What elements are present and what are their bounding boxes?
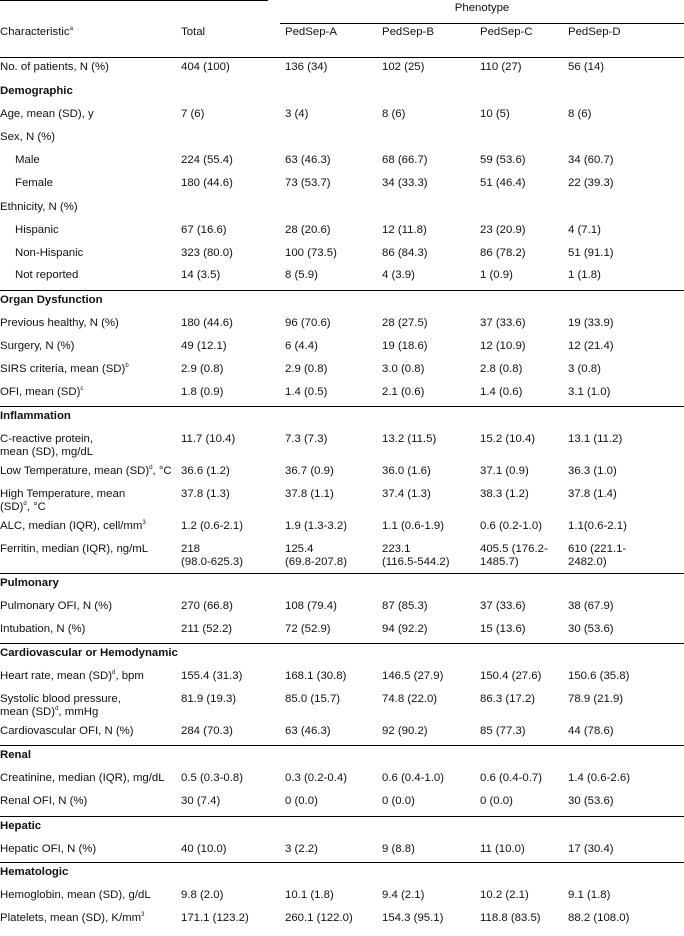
header-pedsep-d: PedSep-D (568, 26, 621, 38)
header-rule (0, 57, 684, 58)
cell-pedsep-a: 100 (73.5) (285, 247, 337, 259)
section-title: Demographic (0, 85, 73, 97)
cell-pedsep-a: 63 (46.3) (285, 725, 331, 737)
header-pedsep-c: PedSep-C (480, 26, 533, 38)
phenotype-header: Phenotype (454, 2, 510, 14)
cell-pedsep-a: 1.9 (1.3-3.2) (285, 520, 348, 532)
cell-total: 81.9 (19.3) (181, 693, 237, 705)
cell-pedsep-b: 9 (8.8) (382, 843, 415, 855)
cell-pedsep-c: 15.2 (10.4) (480, 433, 536, 445)
cell-pedsep-a: 96 (70.6) (285, 317, 331, 329)
cell-total: 7 (6) (181, 108, 205, 120)
cell-pedsep-d: 17 (30.4) (568, 843, 614, 855)
row-label: Age, mean (SD), y (0, 108, 94, 120)
section-rule (0, 290, 684, 291)
row-label: C-reactive protein, mean (SD), mg/dL (0, 433, 94, 458)
cell-pedsep-d: 38 (67.9) (568, 600, 614, 612)
cell-pedsep-a: 136 (34) (285, 61, 328, 73)
cell-pedsep-d: 12 (21.4) (568, 340, 614, 352)
row-label: Heart rate, mean (SD)$^d$, bpm (0, 670, 144, 682)
cell-pedsep-c: 0.6 (0.2-1.0) (480, 520, 543, 532)
section-title: Hepatic (0, 820, 42, 832)
cell-pedsep-c: 405.5 (176.2- 1485.7) (480, 543, 548, 568)
cell-total: 171.1 (123.2) (181, 912, 249, 924)
row-label: Cardiovascular OFI, N (%) (0, 725, 134, 737)
row-label: No. of patients, N (%) (0, 61, 109, 73)
cell-pedsep-b: 19 (18.6) (382, 340, 428, 352)
cell-pedsep-b: 0.6 (0.4-1.0) (382, 772, 445, 784)
cell-pedsep-d: 1 (1.8) (568, 269, 601, 281)
cell-pedsep-b: 1.1 (0.6-1.9) (382, 520, 445, 532)
cell-pedsep-c: 2.8 (0.8) (480, 363, 523, 375)
cell-pedsep-b: 12 (11.8) (382, 224, 427, 236)
cell-pedsep-b: 34 (33.3) (382, 177, 428, 189)
cell-total: 40 (10.0) (181, 843, 227, 855)
row-label: Platelets, mean (SD), $K/mm^3$ (0, 912, 145, 924)
cell-pedsep-c: 110 (27) (480, 61, 522, 73)
cell-total: 2.9 (0.8) (181, 363, 224, 375)
row-label: Pulmonary OFI, N (%) (0, 600, 113, 612)
row-label: High Temperature, mean (SD)$^d$, °C (0, 488, 126, 513)
cell-pedsep-c: 0.6 (0.4-0.7) (480, 772, 543, 784)
section-rule (0, 406, 684, 407)
cell-pedsep-a: 63 (46.3) (285, 154, 331, 166)
cell-pedsep-a: 72 (52.9) (285, 623, 331, 635)
cell-total: 270 (66.8) (181, 600, 233, 612)
row-label: Previous healthy, N (%) (0, 317, 119, 329)
section-rule (0, 816, 684, 817)
header-characteristic: Characteristic$^a$ (0, 26, 73, 38)
cell-pedsep-d: 88.2 (108.0) (568, 912, 630, 924)
cell-total: 284 (70.3) (181, 725, 233, 737)
cell-pedsep-a: 108 (79.4) (285, 600, 337, 612)
cell-total: 404 (100) (181, 61, 230, 73)
cell-pedsep-c: 12 (10.9) (480, 340, 526, 352)
section-title: Renal (0, 749, 32, 761)
cell-total: 155.4 (31.3) (181, 670, 243, 682)
cell-total: 218 (98.0-625.3) (181, 543, 244, 568)
cell-pedsep-a: 3 (2.2) (285, 843, 318, 855)
cell-pedsep-a: 260.1 (122.0) (285, 912, 353, 924)
cell-total: 14 (3.5) (181, 269, 221, 281)
cell-pedsep-c: 10 (5) (480, 108, 510, 120)
top-rule (0, 0, 268, 1)
cell-pedsep-b: 86 (84.3) (382, 247, 428, 259)
row-label: Hemoglobin, mean (SD), g/dL (0, 889, 151, 901)
row-label: ALC, median (IQR), cell/$mm^3$ (0, 520, 146, 532)
cell-pedsep-d: 9.1 (1.8) (568, 889, 611, 901)
cell-pedsep-d: 22 (39.3) (568, 177, 614, 189)
cell-pedsep-b: 37.4 (1.3) (382, 488, 431, 500)
cell-pedsep-c: 150.4 (27.6) (480, 670, 542, 682)
cell-pedsep-d: 30 (53.6) (568, 795, 614, 807)
cell-pedsep-c: 59 (53.6) (480, 154, 526, 166)
row-label: OFI, mean (SD)$^c$ (0, 386, 84, 398)
cell-total: 37.8 (1.3) (181, 488, 230, 500)
cell-total: 9.8 (2.0) (181, 889, 224, 901)
cell-pedsep-d: 19 (33.9) (568, 317, 614, 329)
row-label: Sex, N (%) (0, 131, 56, 143)
cell-pedsep-b: 0 (0.0) (382, 795, 415, 807)
cell-pedsep-b: 223.1 (116.5-544.2) (382, 543, 450, 568)
row-label: Systolic blood pressure, mean (SD)$^d$, mmHg (0, 693, 121, 718)
section-title: Pulmonary (0, 577, 59, 589)
cell-pedsep-d: 36.3 (1.0) (568, 465, 617, 477)
cell-pedsep-a: 6 (4.4) (285, 340, 318, 352)
cell-total: 211 (52.2) (181, 623, 233, 635)
cell-pedsep-c: 37.1 (0.9) (480, 465, 529, 477)
cell-pedsep-a: 0.3 (0.2-0.4) (285, 772, 348, 784)
cell-pedsep-c: 86.3 (17.2) (480, 693, 536, 705)
row-label: Not reported (15, 269, 79, 281)
cell-pedsep-a: 85.0 (15.7) (285, 693, 341, 705)
row-label: Ethnicity, N (%) (0, 201, 78, 213)
row-label: SIRS criteria, mean (SD)$^b$ (0, 363, 129, 375)
cell-pedsep-a: 7.3 (7.3) (285, 433, 328, 445)
row-label: Hispanic (15, 224, 59, 236)
cell-pedsep-c: 37 (33.6) (480, 317, 526, 329)
cell-total: 323 (80.0) (181, 247, 233, 259)
cell-pedsep-d: 4 (7.1) (568, 224, 601, 236)
cell-pedsep-b: 36.0 (1.6) (382, 465, 431, 477)
cell-total: 1.2 (0.6-2.1) (181, 520, 244, 532)
cell-pedsep-d: 610 (221.1- 2482.0) (568, 543, 627, 568)
cell-pedsep-c: 118.8 (83.5) (480, 912, 541, 924)
cell-pedsep-b: 92 (90.2) (382, 725, 428, 737)
cell-pedsep-b: 154.3 (95.1) (382, 912, 444, 924)
section-rule (0, 745, 684, 746)
cell-pedsep-c: 0 (0.0) (480, 795, 513, 807)
cell-pedsep-d: 3.1 (1.0) (568, 386, 611, 398)
section-title: Inflammation (0, 410, 71, 422)
row-label: Non-Hispanic (15, 247, 84, 259)
cell-pedsep-d: 8 (6) (568, 108, 592, 120)
row-label: Intubation, N (%) (0, 623, 86, 635)
cell-pedsep-b: 13.2 (11.5) (382, 433, 437, 445)
cell-pedsep-b: 87 (85.3) (382, 600, 428, 612)
cell-pedsep-b: 146.5 (27.9) (382, 670, 444, 682)
section-rule (0, 862, 684, 863)
cell-pedsep-d: 37.8 (1.4) (568, 488, 617, 500)
section-title: Cardiovascular or Hemodynamic (0, 647, 178, 659)
cell-pedsep-b: 68 (66.7) (382, 154, 428, 166)
cell-pedsep-c: 11 (10.0) (480, 843, 525, 855)
cell-total: 67 (16.6) (181, 224, 227, 236)
cell-pedsep-b: 8 (6) (382, 108, 406, 120)
phenotype-rule (280, 23, 684, 24)
cell-total: 36.6 (1.2) (181, 465, 230, 477)
cell-pedsep-a: 10.1 (1.8) (285, 889, 334, 901)
cell-pedsep-a: 1.4 (0.5) (285, 386, 328, 398)
cell-pedsep-b: 28 (27.5) (382, 317, 428, 329)
row-label: Ferritin, median (IQR), ng/mL (0, 543, 149, 555)
header-pedsep-b: PedSep-B (382, 26, 434, 38)
cell-pedsep-d: 34 (60.7) (568, 154, 614, 166)
cell-pedsep-a: 36.7 (0.9) (285, 465, 334, 477)
cell-total: 224 (55.4) (181, 154, 233, 166)
cell-total: 30 (7.4) (181, 795, 221, 807)
header-pedsep-a: PedSep-A (285, 26, 337, 38)
cell-pedsep-b: 4 (3.9) (382, 269, 415, 281)
section-rule (0, 573, 684, 574)
cell-total: 1.8 (0.9) (181, 386, 224, 398)
cell-pedsep-d: 30 (53.6) (568, 623, 614, 635)
cell-pedsep-d: 13.1 (11.2) (568, 433, 623, 445)
row-label: Renal OFI, N (%) (0, 795, 88, 807)
cell-pedsep-c: 37 (33.6) (480, 600, 526, 612)
cell-pedsep-c: 23 (20.9) (480, 224, 526, 236)
cell-pedsep-d: 1.1(0.6-2.1) (568, 520, 627, 532)
cell-total: 11.7 (10.4) (181, 433, 236, 445)
cell-pedsep-b: 3.0 (0.8) (382, 363, 425, 375)
cell-pedsep-b: 2.1 (0.6) (382, 386, 425, 398)
cell-pedsep-a: 125.4 (69.8-207.8) (285, 543, 348, 568)
row-label: Hepatic OFI, N (%) (0, 843, 97, 855)
cell-pedsep-d: 51 (91.1) (568, 247, 614, 259)
cell-pedsep-c: 10.2 (2.1) (480, 889, 529, 901)
section-title: Hematologic (0, 866, 69, 878)
header-total: Total (181, 26, 206, 38)
cell-pedsep-b: 74.8 (22.0) (382, 693, 438, 705)
cell-pedsep-d: 78.9 (21.9) (568, 693, 624, 705)
cell-pedsep-c: 1.4 (0.6) (480, 386, 523, 398)
cell-pedsep-a: 3 (4) (285, 108, 309, 120)
cell-pedsep-b: 9.4 (2.1) (382, 889, 425, 901)
cell-pedsep-a: 168.1 (30.8) (285, 670, 347, 682)
cell-pedsep-b: 102 (25) (382, 61, 425, 73)
cell-pedsep-a: 8 (5.9) (285, 269, 318, 281)
cell-pedsep-a: 2.9 (0.8) (285, 363, 328, 375)
cell-pedsep-d: 1.4 (0.6-2.6) (568, 772, 631, 784)
cell-pedsep-c: 51 (46.4) (480, 177, 526, 189)
cell-pedsep-c: 85 (77.3) (480, 725, 526, 737)
cell-pedsep-c: 15 (13.6) (480, 623, 526, 635)
section-title: Organ Dysfunction (0, 294, 103, 306)
cell-total: 180 (44.6) (181, 177, 233, 189)
cell-pedsep-a: 0 (0.0) (285, 795, 318, 807)
row-label: Low Temperature, mean (SD)$^d$, °C (0, 465, 172, 477)
cell-pedsep-d: 3 (0.8) (568, 363, 601, 375)
cell-pedsep-a: 73 (53.7) (285, 177, 331, 189)
cell-pedsep-c: 1 (0.9) (480, 269, 513, 281)
cell-total: 49 (12.1) (181, 340, 227, 352)
cell-pedsep-c: 86 (78.2) (480, 247, 526, 259)
cell-pedsep-a: 37.8 (1.1) (285, 488, 334, 500)
row-label: Creatinine, median (IQR), mg/dL (0, 772, 165, 784)
column-header-row (0, 26, 684, 56)
row-label: Female (15, 177, 53, 189)
cell-pedsep-d: 150.6 (35.8) (568, 670, 630, 682)
cell-pedsep-d: 56 (14) (568, 61, 605, 73)
row-label: Surgery, N (%) (0, 340, 75, 352)
cell-pedsep-a: 28 (20.6) (285, 224, 331, 236)
cell-pedsep-c: 38.3 (1.2) (480, 488, 529, 500)
section-rule (0, 643, 684, 644)
cell-total: 180 (44.6) (181, 317, 233, 329)
cell-pedsep-b: 94 (92.2) (382, 623, 428, 635)
cell-pedsep-d: 44 (78.6) (568, 725, 614, 737)
row-label: Male (15, 154, 40, 166)
cell-total: 0.5 (0.3-0.8) (181, 772, 244, 784)
